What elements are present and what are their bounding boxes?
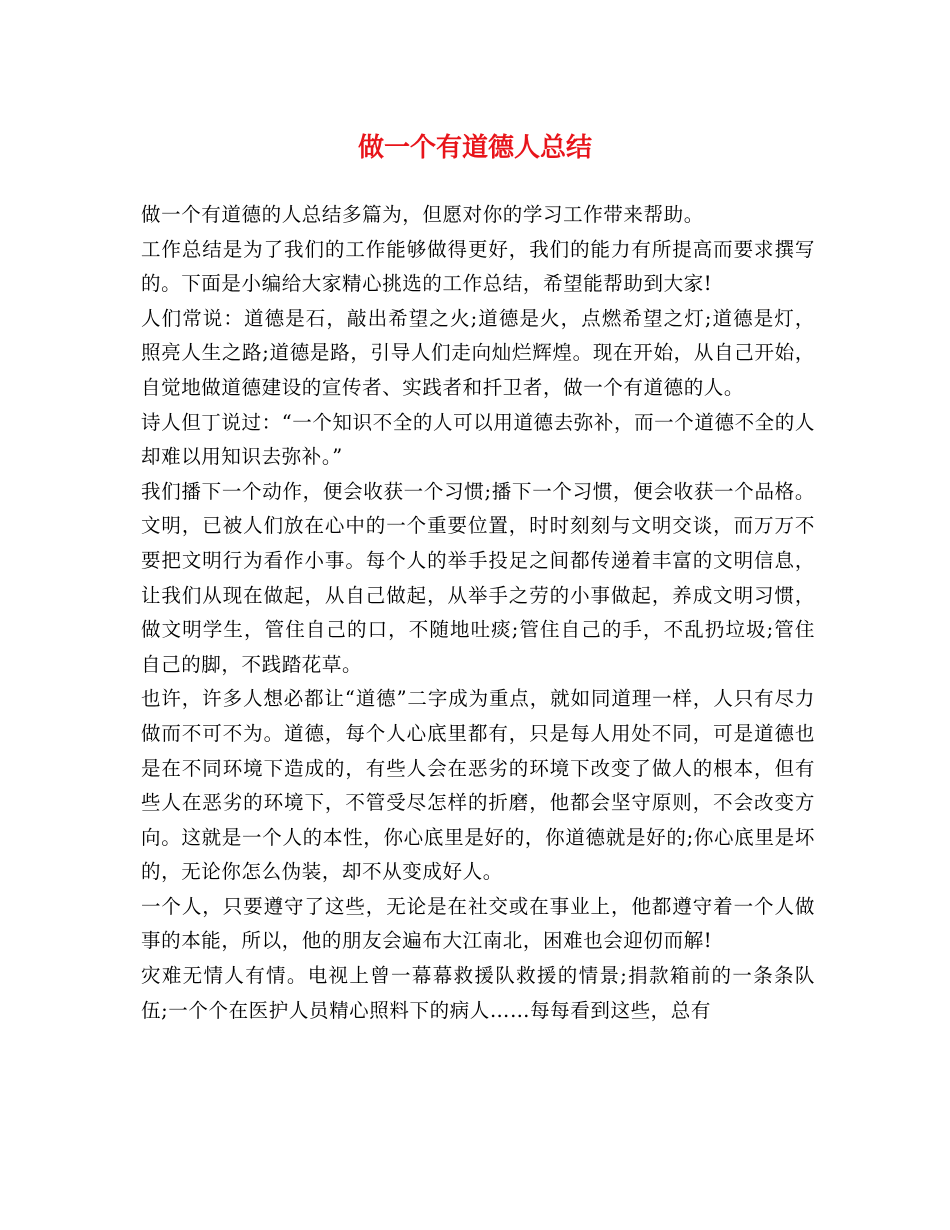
paragraph-disaster: 灾难无情人有情。电视上曾一幕幕救援队救援的情景;捐款箱前的一条条队伍;一个个在医护人员精心照料下的病人……每每看到这些，总有 [141, 964, 815, 1022]
paragraph-purpose: 工作总结是为了我们的工作能够做得更好，我们的能力有所提高而要求撰写的。下面是小编给大家精心挑选的工作总结，希望能帮助到大家! [141, 237, 815, 296]
paragraph-morality-metaphor: 人们常说：道德是石，敲出希望之火;道德是火，点燃希望之灯;道德是灯，照亮人生之路;道德是路，引导人们走向灿烂辉煌。现在开始，从自己开始，自觉地做道德建设的宣传者、实践者和扦卫者，做一个有道德的人。 [141, 306, 815, 399]
paragraph-social-life: 一个人，只要遵守了这些，无论是在社交或在事业上，他都遵守着一个人做事的本能，所以，他的朋友会遍布大江南北，困难也会迎仞而解! [141, 894, 815, 953]
paragraph-nature-of-morality: 也许，许多人想必都让“道德”二字成为重点，就如同道理一样，人只有尽力做而不可不为。道德，每个人心底里都有，只是每人用处不同，可是道德也是在不同环境下造成的，有些人会在恶劣的环境下改变了做人的根本，但有些人在恶劣的环境下，不管受尽怎样的折磨，他都会坚守原则，不会改变方向。这就是一个人的本性，你心底里是好的，你道德就是好的;你心底里是坏的，无论你怎么伪装，却不从变成好人。 [141, 687, 815, 884]
document-title: 做一个有道德人总结 [357, 133, 592, 163]
document-body [141, 198, 815, 1028]
paragraph-civilized-habits: 我们播下一个动作，便会收获一个习惯;播下一个习惯，便会收获一个品格。文明，已被人们放在心中的一个重要位置，时时刻刻与文明交谈，而万万不要把文明行为看作小事。每个人的举手投足之间都传递着丰富的文明信息，让我们从现在做起，从自己做起，从举手之劳的小事做起，养成文明习惯，做文明学生，管住自己的口，不随地吐痰;管住自己的手，不乱扔垃圾;管住自己的脚，不践踏花草。 [141, 479, 815, 676]
paragraph-dante-quote: 诗人但丁说过：“一个知识不全的人可以用道德去弥补，而一个道德不全的人却难以用知识去弥补。” [141, 410, 815, 469]
paragraph-intro: 做一个有道德的人总结多篇为，但愿对你的学习工作带来帮助。 [141, 203, 704, 226]
